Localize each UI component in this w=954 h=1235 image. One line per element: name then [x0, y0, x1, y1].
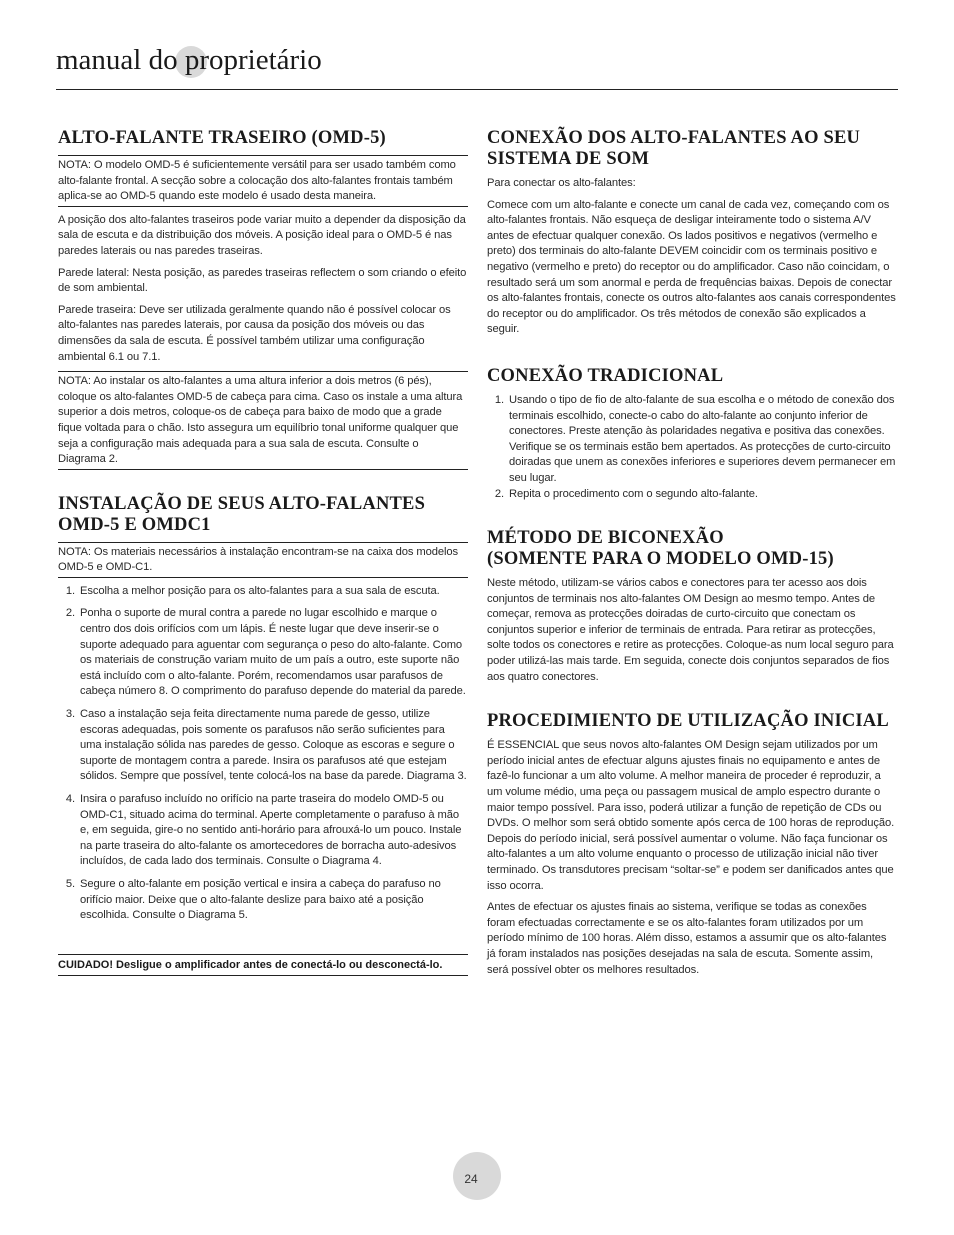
section-title: PROCEDIMIENTO DE UTILIZAÇÃO INICIAL: [487, 711, 889, 732]
paragraph: Neste método, utilizam-se vários cabos e conectores para ter acesso aos dois conjuntos de terminais nos alto-falantes OM Design ao mesmo tempo. Antes de começar, remova as protecções doiradas de curto-circuito que conectam os conjuntos superior e inferior de terminais de entrada. Para retirar as protecções, solte todos os conectores e retire as protecções. Coloque-as num local seguro para poder utilizá-las mais tarde. Em seguida, conecte dois conjuntos separados de fios aos quatro conectores.: [487, 577, 894, 683]
section-title-line: (SOMENTE PARA O MODELO OMD-15): [487, 549, 834, 570]
list-item: 2. Ponha o suporte de mural contra a parede no lugar escolhido e marque o centro dos dois orifícios com um lápis. É neste lugar que deve inserir-se o suporte adequado para aguentar com segurança o peso do alto-falante. Como os materiais de construção variam muito de um país a outro, este suporte não está incluído com o alto-falante. Porém, recomendamos usar parafusos de cabeça número 8. O comprimento do parafuso depende do material da parede.: [78, 606, 468, 700]
note-text: NOTA: Ao instalar os alto-falantes a uma altura inferior a dois metros (6 pés), coloque os alto-falantes OMD-5 de cabeça para cima. Caso os instale a uma altura superior a dois metros, coloque-os de cabeça para baixo de modo que a grade fique voltada para o chão. Isto assegura um equilíbrio tonal uniforme qualquer que seja a configuração mais adequada para a sua sala de escuta. Consulte o Diagrama 2.: [58, 375, 463, 466]
paragraph: É ESSENCIAL que seus novos alto-falantes OM Design sejam utilizados por um período inicial antes de efectuar alguns ajustes finais no equipamento e antes de fazê-lo funcionar a um alto volume. A melhor maneira de proceder é reproduzir, a um volume médio, uma peça ou passagem musical de amplo espectro durante o maior tempo possível. Para isso, poderá utilizar a função de repetição de CDs ou DVDs. O melhor som será obtido somente após cerca de 100 horas de reprodução. Depois do período inicial, será possível aumentar o volume. Não faça funcionar os alto-falantes a um alto volume enquanto o processo de utilização inicial não tiver terminado. Os transdutores precisam “soltar-se” e podem ser danificados antes que isso ocorra.: [487, 739, 895, 892]
list-item: 5. Segure o alto-falante em posição vertical e insira a cabeça do parafuso no orifício maior. Deixe que o alto-falante deslize para baixo até a posição escolhida. Consulte o Diagrama 5.: [78, 877, 468, 924]
section-title: [487, 528, 897, 570]
left-column: [58, 128, 468, 976]
paragraph: Parede traseira: Deve ser utilizada geralmente quando não é possível colocar os alto-falantes nas paredes laterais, por causa da posição dos móveis ou das dimensões da sala de escuta. É possível também utilizar uma configuração ambiental 6.1 ou 7.1.: [58, 303, 451, 363]
note-box: [58, 542, 468, 578]
header-rule: [56, 89, 898, 90]
installation-steps: [58, 584, 468, 924]
section-traditional-connection: [487, 366, 897, 502]
right-column: [487, 128, 897, 984]
paragraph: Para conectar os alto-falantes:: [487, 177, 636, 189]
section-title: INSTALAÇÃO DE SEUS ALTO-FALANTES OMD-5 E OMDC1: [58, 493, 426, 535]
paragraph: Antes de efectuar os ajustes finais ao sistema, verifique se todas as conexões foram efectuadas correctamente e se os alto-falantes foram utilizados por um período mínimo de 100 horas. Além disso, estamos a assumir que os alto-falantes já foram instalados nas posições desejadas na sala de escuta. Somente assim, será possível obter os melhores resultados.: [487, 901, 887, 976]
paragraph: A posição dos alto-falantes traseiros pode variar muito a depender da disposição da sala de escuta e da distribuição dos móveis. A posição ideal para o OMD-5 é nas paredes laterais ou nas paredes traseiras.: [58, 213, 466, 257]
section-rear-speaker: [58, 128, 468, 470]
section-title: CONEXÃO DOS ALTO-FALANTES AO SEU SISTEMA DE SOM: [487, 128, 861, 169]
list-item: 2. Repita o procedimento com o segundo alto-falante.: [507, 487, 897, 503]
section-break-in: [487, 711, 897, 978]
section-installation: [58, 494, 468, 977]
note-box: [58, 155, 468, 207]
note-text: NOTA: O modelo OMD-5 é suficientemente versátil para ser usado também como alto-falante frontal. A secção sobre a colocação dos alto-falantes frontais também aplica-se ao OMD-5 quando este modelo é usado desta maneira.: [58, 159, 456, 203]
list-item: 4. Insira o parafuso incluído no orifício na parte traseira do modelo OMD-5 ou OMD-C1, situado acima do terminal. Aperte completamente o parafuso à mão e, em seguida, gire-o no sentido anti-horário para afrouxá-lo um pouco. Instale na parte traseira do alto-falante os amortecedores de borracha auto-adesivos incluídos, de cada lado dos terminais. Consulte o Diagrama 4.: [78, 792, 468, 870]
list-item: 1. Usando o tipo de fio de alto-falante de sua escolha e o método de conexão dos terminais escolhido, conecte-o cabo do alto-falante ao conjunto inferior de conectores. Preste atenção às polaridades negativa e positiva das conexões. Verifique se os terminais estão bem apertados. As protecções de curto-circuito doiradas que unem as conexões inferiores e superiores devem permanecer em seu lugar.: [507, 393, 897, 487]
traditional-steps: [487, 393, 897, 502]
section-title: CONEXÃO TRADICIONAL: [487, 365, 724, 386]
caution-box: CUIDADO! Desligue o amplificador antes de conectá-lo ou desconectá-lo.: [58, 954, 468, 977]
page-number: 24: [464, 1172, 478, 1186]
section-title-line: MÉTODO DE BICONEXÃO: [487, 528, 724, 549]
paragraph: Comece com um alto-falante e conecte um canal de cada vez, começando com os alto-falantes frontais. Não esqueça de desligar inteiramente todo o sistema A/V antes de efectuar qualquer conexão. Os lados positivos e negativos (vermelho e preto) dos terminais do alto-falante DEVEM coincidir com os terminais positivo e negativo (vermelho e preto) do receptor ou do amplificador. Caso não coincidam, o resultado será um som anormal e perda de frequências baixas. Depois de conectar os alto-falantes frontais, conecte os outros alto-falantes aos canais correspondentes do receptor ou do amplificador. Os três métodos de conexão são explicados a seguir.: [487, 198, 896, 336]
paragraph: Parede lateral: Nesta posição, as paredes traseiras reflectem o som criando o efeito de som ambiental.: [58, 266, 467, 295]
section-biwire: [487, 528, 897, 685]
section-connection: [487, 128, 897, 338]
note-box: [58, 371, 468, 470]
list-item: 3. Caso a instalação seja feita directamente numa parede de gesso, utilize escoras adequadas, pois somente os parafusos não serão suficientes para uma instalação sólida nas paredes de gesso. Coloque as escoras e segure o suporte de montagem contra a parede. Insira os parafusos até que estejam sólidos. Sempre que possível, tente colocá-los na base da parede. Diagrama 3.: [78, 707, 468, 785]
list-item: 1. Escolha a melhor posição para os alto-falantes para a sua sala de escuta.: [78, 584, 468, 600]
note-text: NOTA: Os materiais necessários à instalação encontram-se na caixa dos modelos OMD-5 e OMD-C1.: [58, 545, 458, 574]
section-title: ALTO-FALANTE TRASEIRO (OMD-5): [58, 128, 386, 148]
page-header-title: manual do proprietário: [56, 44, 322, 76]
